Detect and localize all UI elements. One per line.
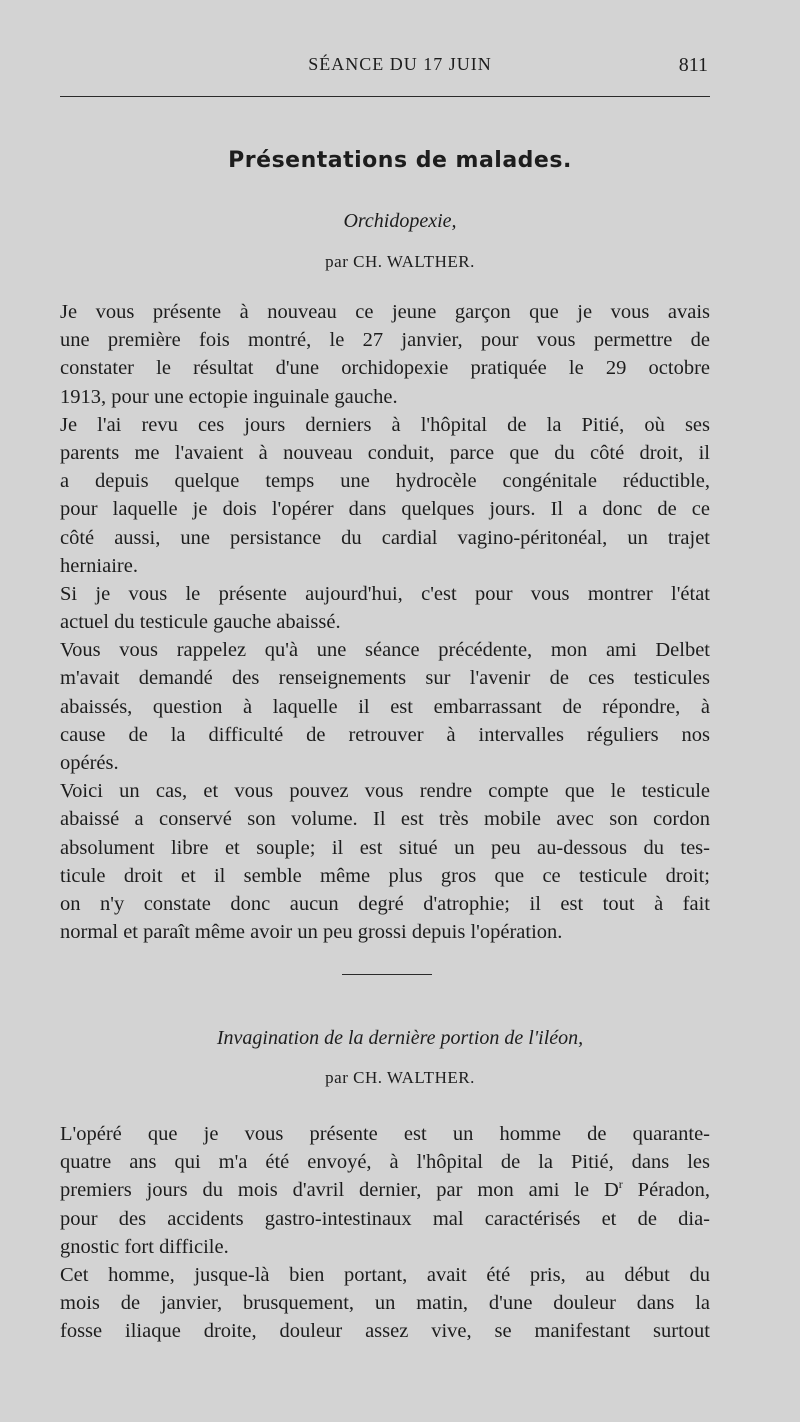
- text-line: [60, 354, 710, 382]
- text-line-content: côté aussi, une persistance du cardial vagino-péritonéal, un trajet: [60, 526, 710, 549]
- text-line-content: normal et paraît même avoir un peu grossi depuis l'opération.: [60, 921, 563, 944]
- article-body-1: [60, 298, 710, 946]
- text-line: [60, 721, 710, 749]
- text-line: [60, 749, 710, 777]
- text-line-content: mois de janvier, brusquement, un matin, d'une douleur dans la: [60, 1292, 710, 1315]
- text-line-tail: Péradon,: [622, 1179, 710, 1202]
- text-line-content: actuel du testicule gauche abaissé.: [60, 611, 341, 634]
- text-line-content: Je vous présente à nouveau ce jeune garçon que je vous avais: [60, 301, 710, 323]
- text-line: [60, 439, 710, 467]
- section-divider: [342, 974, 432, 975]
- text-line: [60, 383, 710, 411]
- text-line-content: herniaire.: [60, 554, 138, 577]
- text-line: [60, 1176, 710, 1204]
- text-line-content: Si je vous le présente aujourd'hui, c'est pour vous montrer l'état: [60, 582, 710, 605]
- text-line: [60, 326, 710, 354]
- article-title-invagination: Invagination de la dernière portion de l'iléon,: [216, 1027, 584, 1049]
- text-line-content: L'opéré que je vous présente est un homme de quarante-: [60, 1123, 710, 1145]
- text-line-content: Voici un cas, et vous pouvez vous rendre compte que le testicule: [60, 780, 710, 803]
- text-line: [60, 805, 710, 833]
- text-line-content: abaissé a conservé son volume. Il est très mobile avec son cordon: [60, 808, 710, 831]
- section-title: Présentations de malades.: [228, 148, 572, 173]
- text-line: [60, 580, 710, 608]
- text-line: [60, 1120, 710, 1148]
- text-line-content: abaissés, question à laquelle il est embarrassant de répondre, à: [60, 695, 710, 718]
- text-line: [60, 467, 710, 495]
- text-line-content: parents me l'avaient à nouveau conduit, parce que du côté droit, il: [60, 441, 710, 464]
- text-line: [60, 693, 710, 721]
- text-line-content: opérés.: [60, 752, 119, 774]
- text-line: [60, 834, 710, 862]
- text-line-content: 1913, pour une ectopie inguinale gauche.: [60, 385, 398, 408]
- text-line: [60, 298, 710, 326]
- text-line: [60, 1261, 710, 1289]
- text-line: [60, 1317, 710, 1345]
- text-line-content: ticule droit et il semble même plus gros que ce testicule droit;: [60, 864, 710, 887]
- running-head: SÉANCE DU 17 JUIN: [308, 54, 492, 74]
- article-body-2: [60, 1120, 710, 1346]
- text-line-content: pour laquelle je dois l'opérer dans quelques jours. Il a donc de ce: [60, 498, 710, 521]
- text-line: [60, 1233, 710, 1261]
- text-line: [60, 1205, 710, 1233]
- text-line-content: gnostic fort difficile.: [60, 1235, 229, 1258]
- text-line-content: quatre ans qui m'a été envoyé, à l'hôpital de la Pitié, dans les: [60, 1151, 710, 1174]
- text-line-content: m'avait demandé des renseignements sur l'avenir de ces testicules: [60, 667, 710, 690]
- text-line: [60, 524, 710, 552]
- text-line-content: Cet homme, jusque-là bien portant, avait été pris, au début du: [60, 1263, 710, 1286]
- text-line-content: premiers jours du mois d'avril dernier, par mon ami le D: [60, 1179, 619, 1202]
- page-header: [0, 54, 800, 80]
- text-line: [60, 411, 710, 439]
- text-line: [60, 664, 710, 692]
- text-line-content: pour des accidents gastro-intestinaux mal caractérisés et de dia-: [60, 1207, 710, 1230]
- text-line-content: cause de la difficulté de retrouver à intervalles réguliers nos: [60, 723, 710, 746]
- text-line: [60, 777, 710, 805]
- text-line: [60, 1148, 710, 1176]
- text-line-content: a depuis quelque temps une hydrocèle congénitale réductible,: [60, 470, 710, 493]
- text-line-content: on n'y constate donc aucun degré d'atrophie; il est tout à fait: [60, 892, 710, 915]
- text-line: [60, 1289, 710, 1317]
- page-number: 811: [678, 54, 708, 76]
- superscript: r: [618, 1177, 623, 1192]
- text-line-content: constater le résultat d'une orchidopexie pratiquée le 29 octobre: [60, 357, 710, 380]
- text-line-content: fosse iliaque droite, douleur assez vive, se manifestant surtout: [60, 1320, 710, 1343]
- text-line: [60, 636, 710, 664]
- header-rule: [60, 96, 710, 97]
- text-line-content: absolument libre et souple; il est situé un peu au-dessous du tes-: [60, 836, 710, 859]
- text-line-content: Vous vous rappelez qu'à une séance précédente, mon ami Delbet: [60, 639, 710, 662]
- article-byline-2: par CH. WALTHER.: [325, 1068, 475, 1087]
- text-line-content: une première fois montré, le 27 janvier, pour vous permettre de: [60, 329, 710, 352]
- text-line-content: Je l'ai revu ces jours derniers à l'hôpital de la Pitié, où ses: [60, 413, 710, 436]
- article-title-orchidopexie: Orchidopexie,: [343, 210, 457, 232]
- text-line: [60, 608, 710, 636]
- article-byline-1: par CH. WALTHER.: [325, 252, 475, 271]
- text-line: [60, 918, 710, 946]
- text-line: [60, 890, 710, 918]
- text-line: [60, 495, 710, 523]
- text-line: [60, 862, 710, 890]
- text-line: [60, 552, 710, 580]
